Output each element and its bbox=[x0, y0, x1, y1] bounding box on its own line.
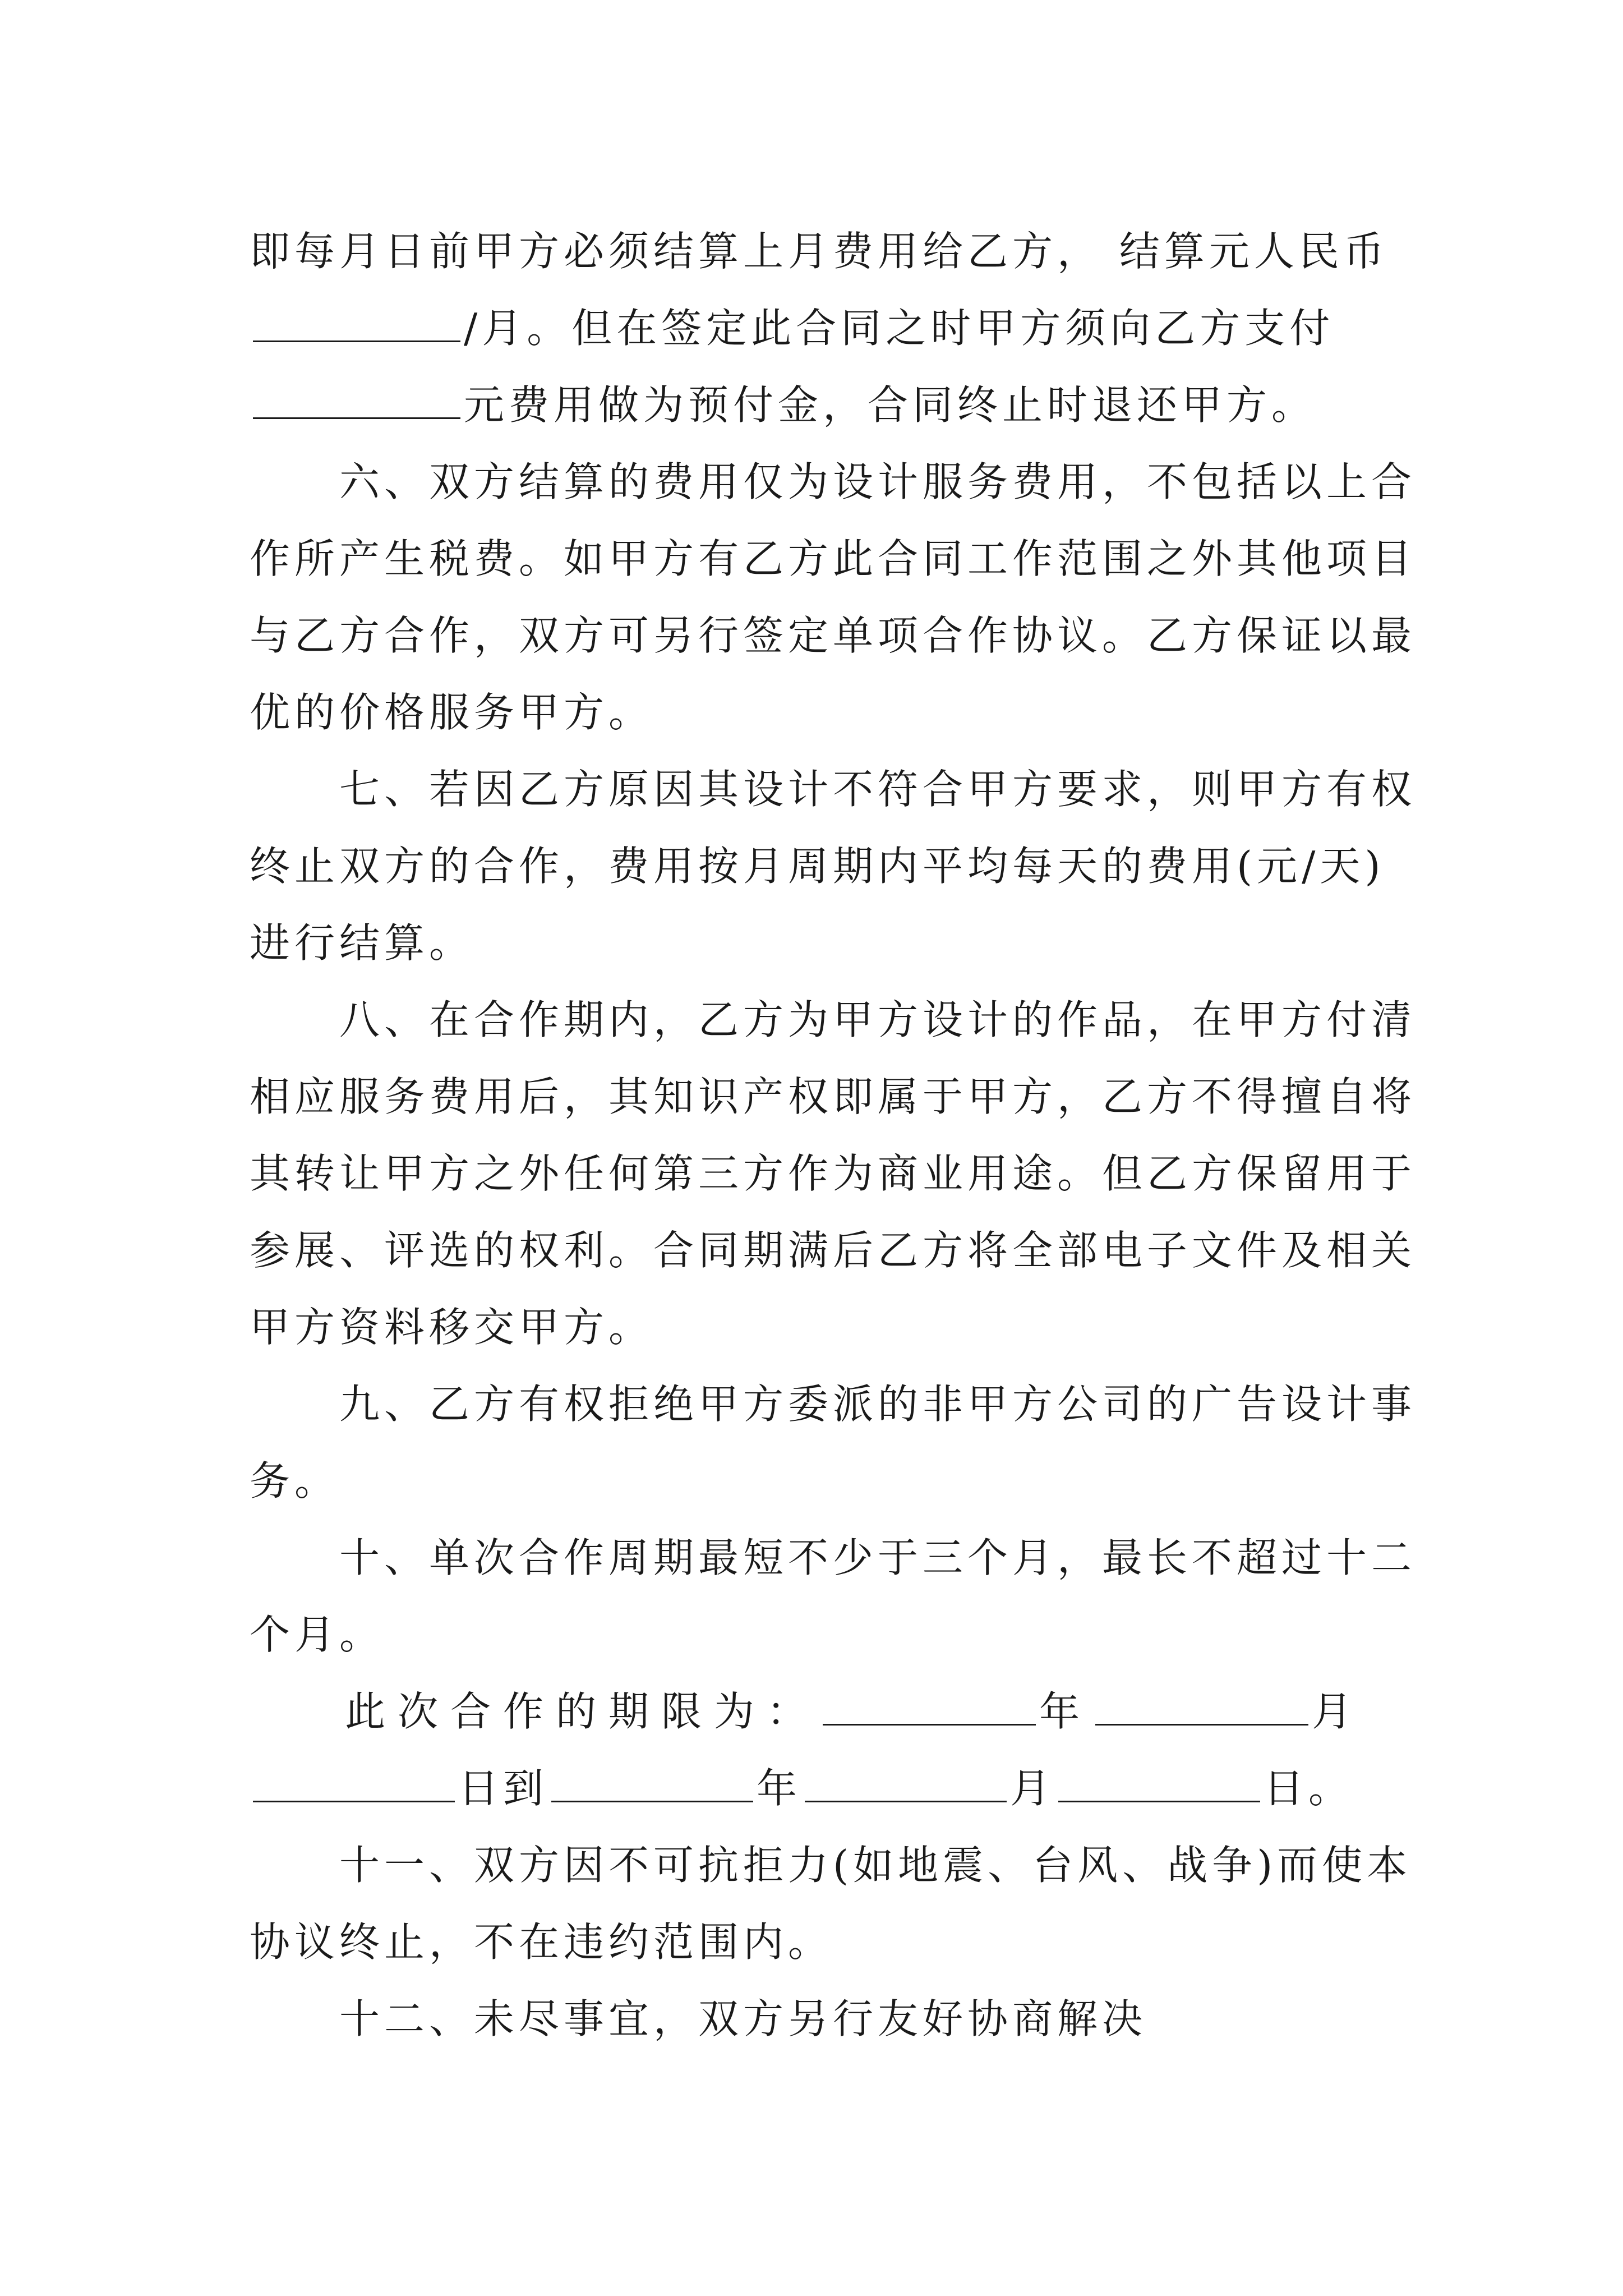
clause-8-start bbox=[250, 982, 1417, 1059]
day-to-label: 日到 bbox=[458, 1765, 548, 1812]
month-label: 月 bbox=[1010, 1765, 1055, 1812]
period-line-1 bbox=[250, 1673, 1377, 1750]
clause-6-start bbox=[250, 444, 1417, 521]
line-text: 元费用做为预付金，合同终止时退还甲方。 bbox=[464, 381, 1317, 429]
text-line bbox=[250, 1904, 1377, 1981]
start-day-blank bbox=[253, 1768, 455, 1802]
line-text: 其转让甲方之外任何第三方作为商业用途。但乙方保留用于 bbox=[250, 1150, 1417, 1197]
end-year-blank bbox=[551, 1768, 753, 1802]
line-text: 作所产生税费。如甲方有乙方此合同工作范围之外其他项目 bbox=[250, 535, 1417, 582]
line-text: 六、双方结算的费用仅为设计服务费用，不包括以上合 bbox=[339, 458, 1417, 505]
text-line bbox=[250, 290, 1377, 367]
text-line bbox=[250, 1596, 1377, 1673]
text-line bbox=[250, 828, 1385, 905]
line-text: 十二、未尽事宜，双方另行友好协商解决 bbox=[339, 1995, 1147, 2042]
clause-9-start bbox=[250, 1366, 1417, 1443]
line-text: 参展、评选的权利。合同期满后乙方将全部电子文件及相关 bbox=[250, 1227, 1417, 1274]
clause-7-start bbox=[250, 751, 1417, 828]
year-label: 年 bbox=[1039, 1688, 1092, 1735]
month-label: 月 bbox=[1312, 1688, 1365, 1735]
line-text: 优的价格服务甲方。 bbox=[250, 689, 654, 736]
line-text: 进行结算。 bbox=[250, 919, 474, 967]
text-line bbox=[250, 521, 1417, 597]
line-text: 即每月日前甲方必须结算上月费用给乙方， 结算元人民币 bbox=[250, 228, 1389, 275]
day-end-label: 日。 bbox=[1264, 1765, 1354, 1812]
line-text: 七、若因乙方原因其设计不符合甲方要求，则甲方有权 bbox=[339, 766, 1417, 813]
clause-12 bbox=[250, 1981, 1377, 2058]
period-line-2 bbox=[250, 1750, 1377, 1827]
text-line bbox=[250, 674, 1377, 751]
line-text: 甲方资料移交甲方。 bbox=[250, 1304, 654, 1351]
text-line bbox=[250, 1289, 1377, 1366]
text-line bbox=[250, 905, 1377, 982]
start-year-blank bbox=[823, 1691, 1036, 1726]
text-line bbox=[250, 367, 1377, 444]
line-text: 十一、双方因不可抗拒力(如地震、台风、战争)而使本 bbox=[339, 1842, 1412, 1889]
line-text: 协议终止，不在违约范围内。 bbox=[250, 1918, 833, 1966]
text-line bbox=[250, 1212, 1417, 1289]
line-text: 十、单次合作周期最短不少于三个月，最长不超过十二 bbox=[339, 1534, 1417, 1581]
text-line bbox=[250, 1443, 1377, 1520]
clause-11-start bbox=[250, 1827, 1412, 1904]
year-label: 年 bbox=[757, 1765, 802, 1812]
contract-text bbox=[250, 213, 1417, 2058]
fill-in-blank bbox=[253, 385, 460, 419]
text-line bbox=[250, 597, 1417, 674]
period-label: 此次合作的期限为： bbox=[345, 1688, 820, 1735]
start-month-blank bbox=[1095, 1691, 1308, 1726]
line-text: 九、乙方有权拒绝甲方委派的非甲方公司的广告设计事 bbox=[339, 1381, 1417, 1428]
end-month-blank bbox=[805, 1768, 1007, 1802]
line-text: 相应服务费用后，其知识产权即属于甲方，乙方不得擅自将 bbox=[250, 1073, 1417, 1120]
end-day-blank bbox=[1058, 1768, 1260, 1802]
line-text: 与乙方合作，双方可另行签定单项合作协议。乙方保证以最 bbox=[250, 612, 1417, 659]
line-text: 务。 bbox=[250, 1457, 340, 1504]
line-text: 八、在合作期内，乙方为甲方设计的作品，在甲方付清 bbox=[339, 996, 1417, 1043]
line-text: 终止双方的合作，费用按月周期内平均每天的费用(元/天) bbox=[250, 843, 1385, 890]
text-line bbox=[250, 1135, 1417, 1212]
clause-10-start bbox=[250, 1520, 1417, 1596]
text-line bbox=[250, 1059, 1417, 1135]
line-text: /月。但在签定此合同之时甲方须向乙方支付 bbox=[464, 305, 1335, 352]
fill-in-blank bbox=[253, 308, 460, 342]
text-line bbox=[250, 213, 1389, 290]
line-text: 个月。 bbox=[250, 1611, 385, 1658]
